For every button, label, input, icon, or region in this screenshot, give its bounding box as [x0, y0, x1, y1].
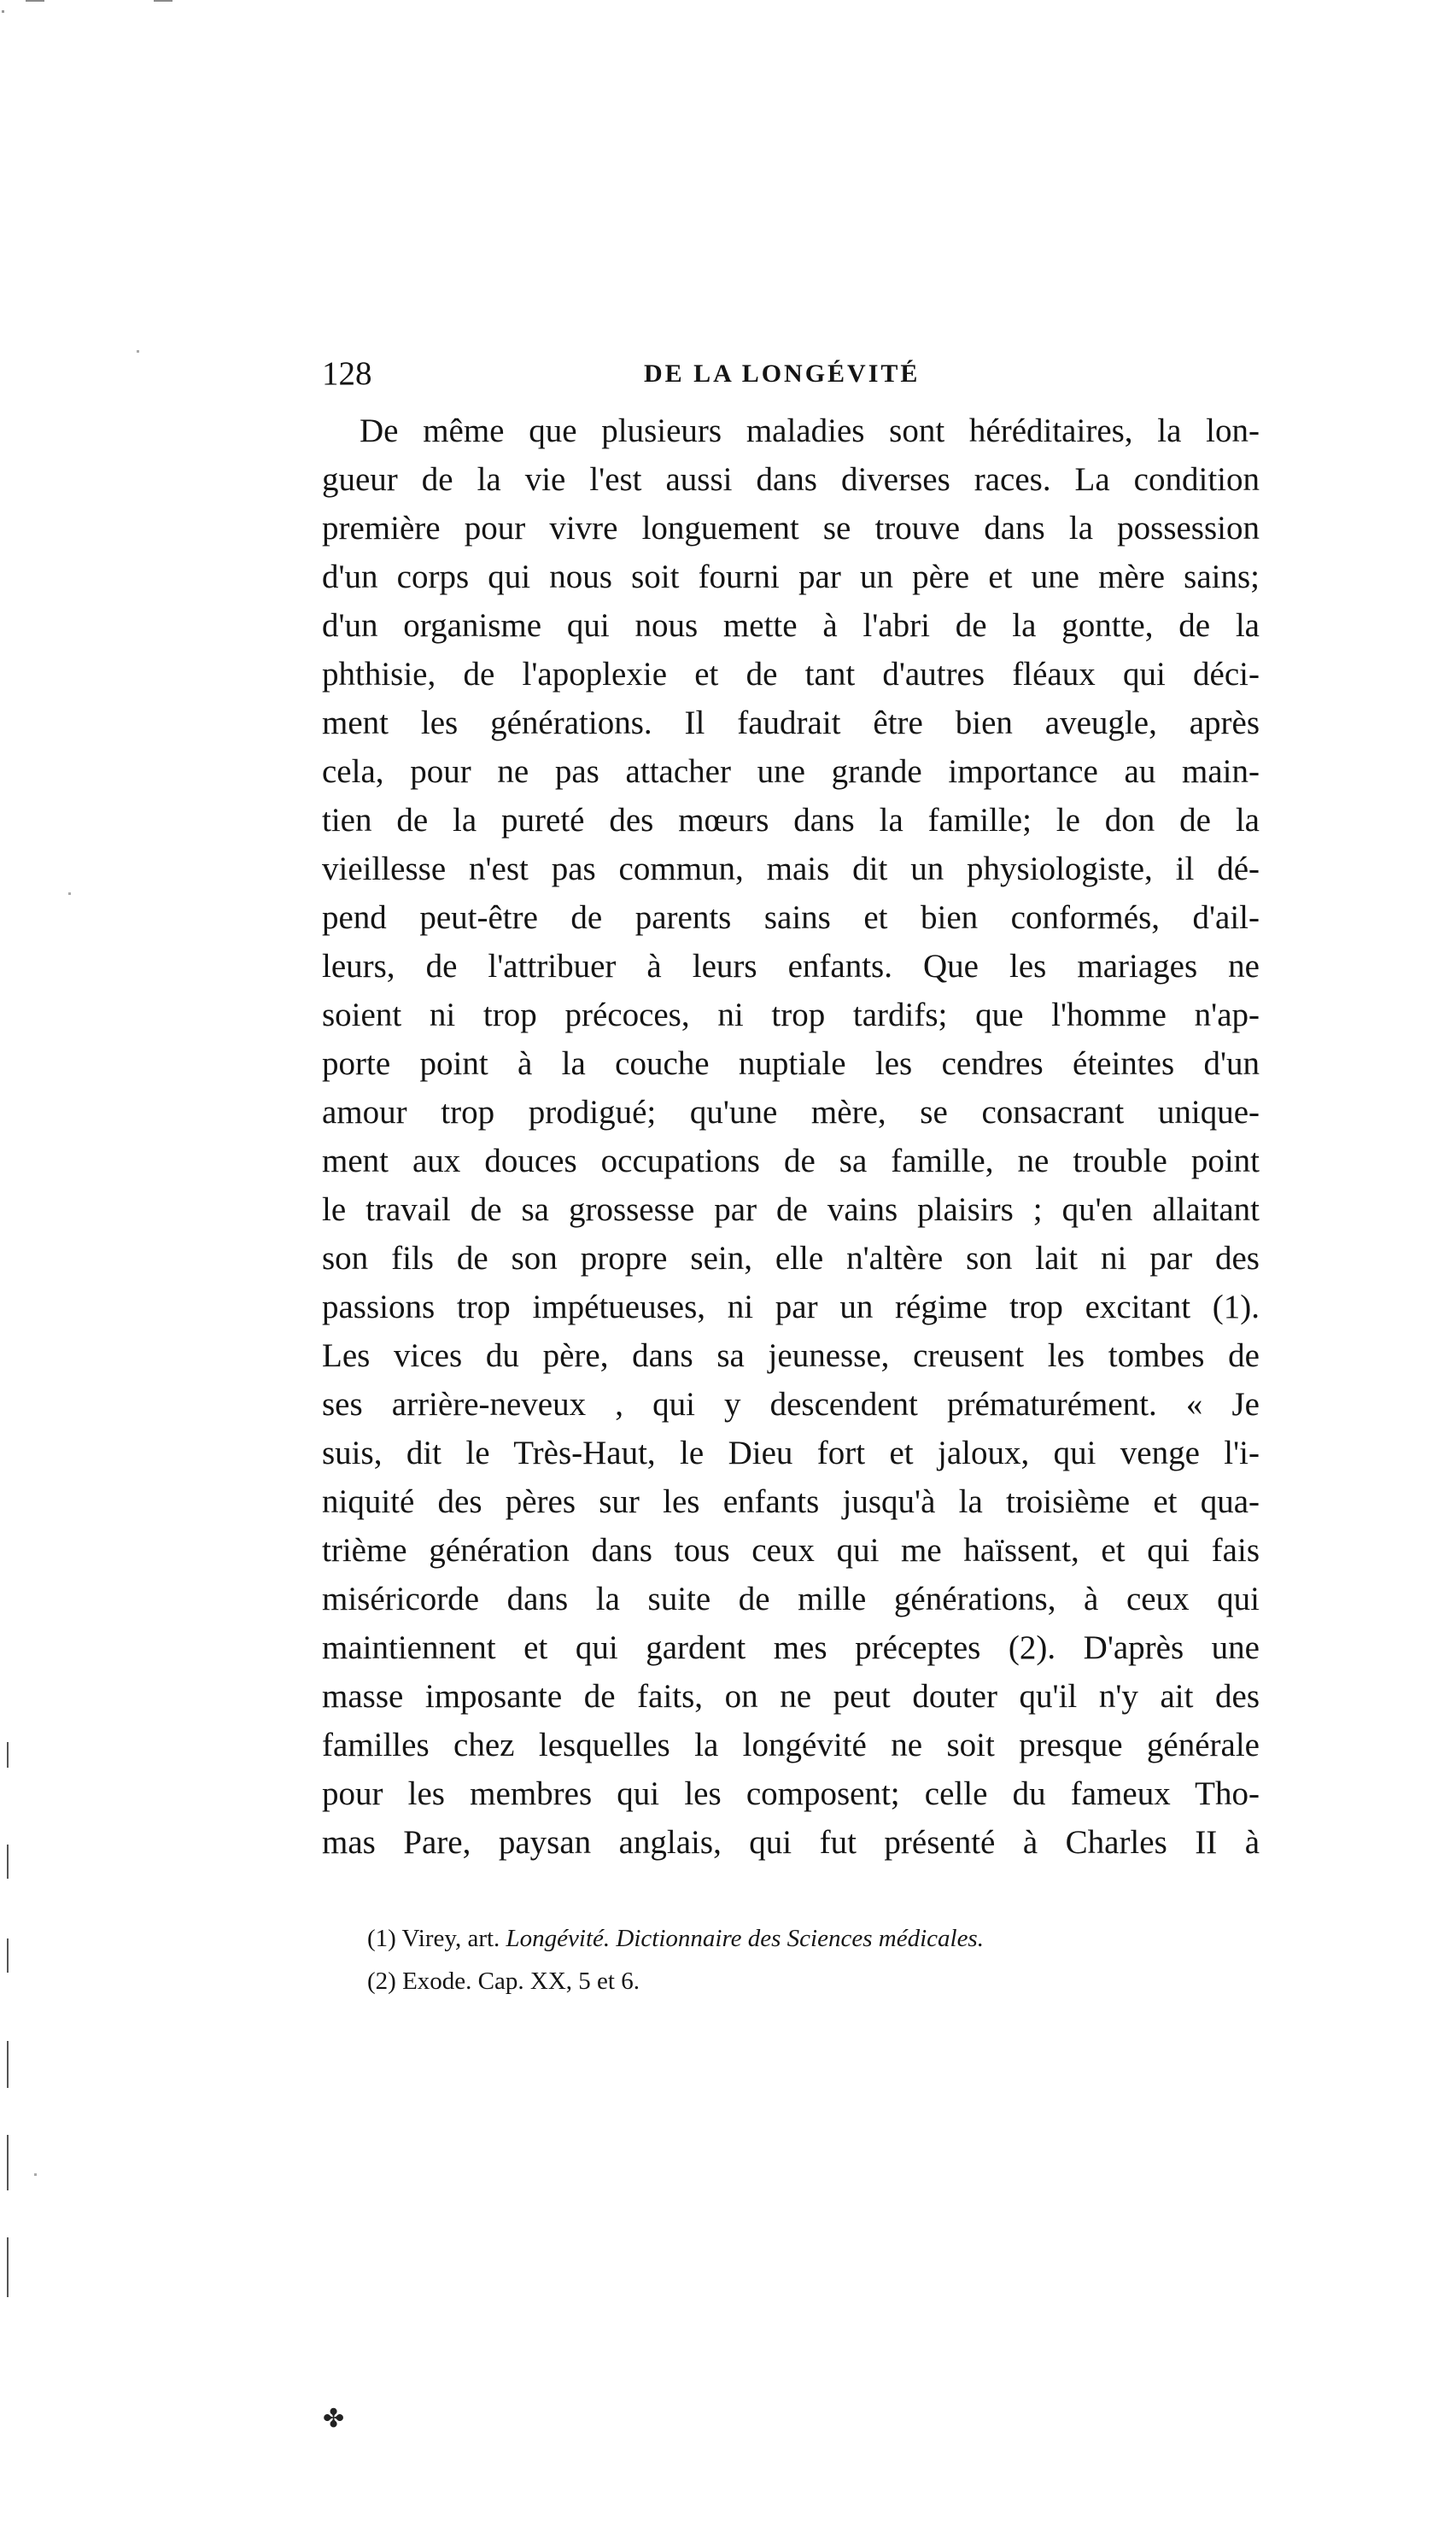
text-line: le travail de sa grossesse par de vains plaisirs ; qu'en allaitant: [322, 1191, 1260, 1228]
text-line: amour trop prodigué; qu'une mère, se consacrant unique-: [322, 1094, 1260, 1131]
ornament-icon: ✤: [323, 2405, 345, 2433]
text-line: masse imposante de faits, on ne peut douter qu'il n'y ait des: [322, 1678, 1260, 1715]
text-line: mas Pare, paysan anglais, qui fut présenté à Charles II à: [322, 1824, 1260, 1861]
text-line: Les vices du père, dans sa jeunesse, creusent les tombes de: [322, 1337, 1260, 1374]
scan-artifact-dot: [2, 10, 4, 13]
text-line: suis, dit le Très-Haut, le Dieu fort et jaloux, qui venge l'i-: [322, 1435, 1260, 1471]
text-line: pour les membres qui les composent; celle du fameux Tho-: [322, 1775, 1260, 1812]
footnote-1: (1) Virey, art. Longévité. Dictionnaire des Sciences médicales.: [367, 1925, 984, 1952]
text-line: tien de la pureté des mœurs dans la famille; le don de la: [322, 802, 1260, 839]
scan-artifact-dot: [68, 892, 71, 895]
running-header: [322, 348, 1261, 400]
scan-artifact-tick: [7, 2041, 9, 2088]
text-line: niquité des pères sur les enfants jusqu'à la troisième et qua-: [322, 1483, 1260, 1520]
scan-artifact-tick: [7, 1845, 9, 1879]
text-line: maintiennent et qui gardent mes préceptes (2). D'après une: [322, 1629, 1260, 1666]
text-line: d'un corps qui nous soit fourni par un père et une mère sains;: [322, 558, 1260, 595]
scan-artifact-tick: [7, 2135, 9, 2190]
text-line: familles chez lesquelles la longévité ne soit presque générale: [322, 1727, 1260, 1763]
text-line: ment les générations. Il faudrait être bien aveugle, après: [322, 705, 1260, 741]
text-line: De même que plusieurs maladies sont héréditaires, la lon-: [360, 412, 1260, 449]
text-line: vieillesse n'est pas commun, mais dit un physiologiste, il dé-: [322, 851, 1260, 887]
text-line: trième génération dans tous ceux qui me haïssent, et qui fais: [322, 1532, 1260, 1569]
scan-artifact-tick: [7, 1742, 9, 1768]
scan-artifact-tick: [7, 1938, 9, 1973]
scan-artifact-tick: [7, 2237, 9, 2297]
text-line: ses arrière-neveux , qui y descendent prématurément. « Je: [322, 1386, 1260, 1423]
footnotes: [367, 1917, 1221, 2003]
footnote-2: (2) Exode. Cap. XX, 5 et 6.: [367, 1968, 640, 1995]
body-paragraph: [322, 406, 1260, 1867]
scan-artifact-dot: [137, 350, 139, 353]
text-line: leurs, de l'attribuer à leurs enfants. Que les mariages ne: [322, 948, 1260, 985]
text-line: cela, pour ne pas attacher une grande importance au main-: [322, 753, 1260, 790]
text-line: soient ni trop précoces, ni trop tardifs; que l'homme n'ap-: [322, 997, 1260, 1033]
footnote-1-citation: Longévité. Dictionnaire des Sciences médicales.: [506, 1925, 984, 1952]
page-number: 128: [322, 355, 372, 392]
scan-artifact-dash: [154, 0, 172, 2]
text-line: gueur de la vie l'est aussi dans diverses races. La condition: [322, 461, 1260, 498]
text-line: porte point à la couche nuptiale les cendres éteintes d'un: [322, 1045, 1260, 1082]
text-line: passions trop impétueuses, ni par un régime trop excitant (1).: [322, 1289, 1260, 1325]
text-line: pend peut-être de parents sains et bien conformés, d'ail-: [322, 899, 1260, 936]
text-line: son fils de son propre sein, elle n'altère son lait ni par des: [322, 1240, 1260, 1277]
scan-artifact-dash: [26, 0, 44, 2]
text-line: phthisie, de l'apoplexie et de tant d'autres fléaux qui déci-: [322, 656, 1260, 693]
text-line: ment aux douces occupations de sa famille, ne trouble point: [322, 1143, 1260, 1179]
scan-artifact-dot: [34, 2173, 37, 2176]
text-line: première pour vivre longuement se trouve dans la possession: [322, 510, 1260, 547]
text-line: d'un organisme qui nous mette à l'abri de la gontte, de la: [322, 607, 1260, 644]
running-title: DE LA LONGÉVITÉ: [644, 360, 921, 388]
text-line: miséricorde dans la suite de mille générations, à ceux qui: [322, 1581, 1260, 1617]
